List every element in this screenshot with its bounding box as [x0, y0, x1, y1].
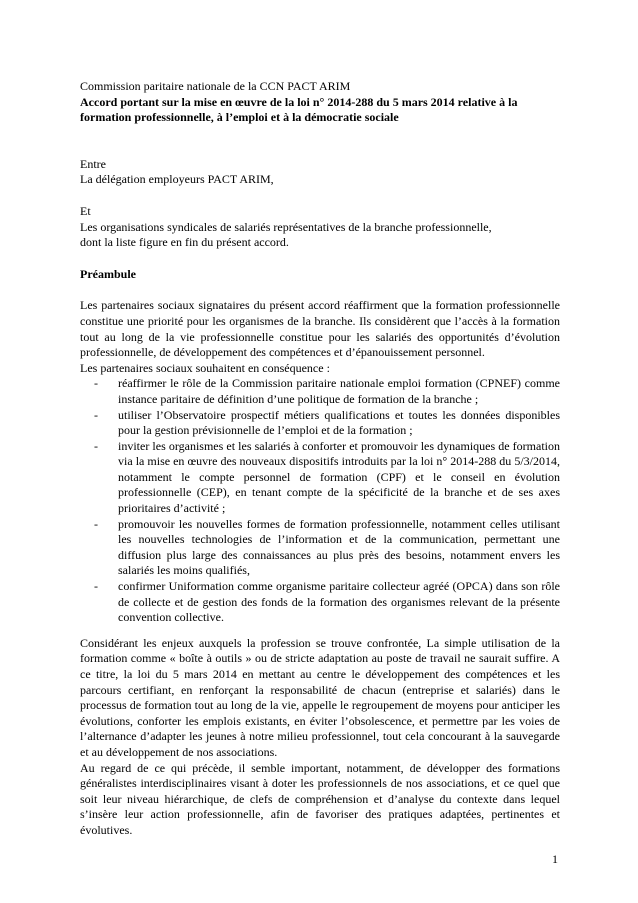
- list-item: - réaffirmer le rôle de la Commission paritaire nationale emploi formation (CPNEF) comme instance paritaire de définition d’une politique de formation de la branche ;: [80, 376, 560, 407]
- preambule-paragraph-3: Au regard de ce qui précède, il semble important, notamment, de développer des formations généralistes interdisciplinaires visant à doter les professionnels de nos associations, et ce quel que soit leur niveau hiérarchique, de clefs de compréhension et d’analyse du contexte dans lequel s’insère leur action professionnelle, afin de favoriser des pratiques adaptées, pertinentes et évolutives.: [80, 760, 560, 837]
- employer-delegation: La délégation employeurs PACT ARIM,: [80, 172, 274, 187]
- page-number: 1: [552, 852, 558, 866]
- preambule-paragraph-2: Considérant les enjeux auxquels la profession se trouve confrontée, La simple utilisation de la formation comme « boîte à outils » ou de stricte adaptation au poste de travail ne saurait suffire. A ce titre, la loi du 5 mars 2014 en mettant au centre le développement des compétences et les parcours certifiant, en renforçant la responsabilité de chacun (entreprise et salariés) dans le processus de formation tout au long de la vie, appelle le regroupement de moyens pour anticiper les évolutions, conforter les emplois existants, en éviter l’obsolescence, et permettre par les voies de l’alternance d’adapter les jeunes à notre milieu professionnel, tout cela concourant à la sauvegarde et au développement de nos associations.: [80, 635, 560, 759]
- list-item: - promouvoir les nouvelles formes de formation professionnelle, notamment celles utilisant les nouvelles technologies de l’information et de la communication, permettant une diffusion plus large des connaissances au plus près des besoins, notamment envers les salariés les moins qualifiés,: [80, 517, 560, 579]
- commission-name: Commission paritaire nationale de la CCN PACT ARIM: [80, 79, 351, 93]
- unions-line-2: dont la liste figure en fin du présent accord.: [80, 235, 289, 250]
- unions-line-1: Les organisations syndicales de salariés représentatives de la branche professionnelle,: [80, 219, 492, 234]
- list-item: - inviter les organismes et les salariés à conforter et promouvoir les dynamiques de formation via la mise en œuvre des nouveaux dispositifs introduits par la loi n° 2014-288 du 5/3/2014, notamment le compte personnel de formation (CPF) et le conseil en évolution professionnelle (CEP), en tenant compte de la spécificité de la branche et de ses axes prioritaires d’activité ;: [80, 439, 560, 517]
- preambule-intro: Les partenaires sociaux souhaitent en conséquence :: [80, 360, 330, 375]
- list-item: - confirmer Uniformation comme organisme paritaire collecteur agréé (OPCA) dans son rôle de collecte et de gestion des fonds de la formation des organismes relevant de la présente convention collective.: [80, 579, 560, 626]
- page-body: [80, 79, 560, 839]
- list-item: - utiliser l’Observatoire prospectif métiers qualifications et toutes les données disponibles pour la gestion prévisionnelle de l’emploi et de la formation ;: [80, 408, 560, 439]
- et-label: Et: [80, 203, 91, 218]
- objectives-list: [80, 376, 560, 626]
- entre-label: Entre: [80, 156, 106, 171]
- accord-title-line-1: Accord portant sur la mise en œuvre de la loi n° 2014-288 du 5 mars 2014 relative à la: [80, 94, 518, 109]
- preambule-paragraph-1: Les partenaires sociaux signataires du présent accord réaffirment que la formation professionnelle constitue une priorité pour les organismes de la branche. Ils considèrent que l’accès à la formation tout au long de la vie professionnelle constitue pour les salariés des opportunités d’évolution professionnelle, de développement des compétences et d’épanouissement personnel.: [80, 298, 560, 360]
- preambule-heading: Préambule: [80, 266, 136, 281]
- accord-title-line-2: formation professionnelle, à l’emploi et à la démocratie sociale: [80, 110, 399, 125]
